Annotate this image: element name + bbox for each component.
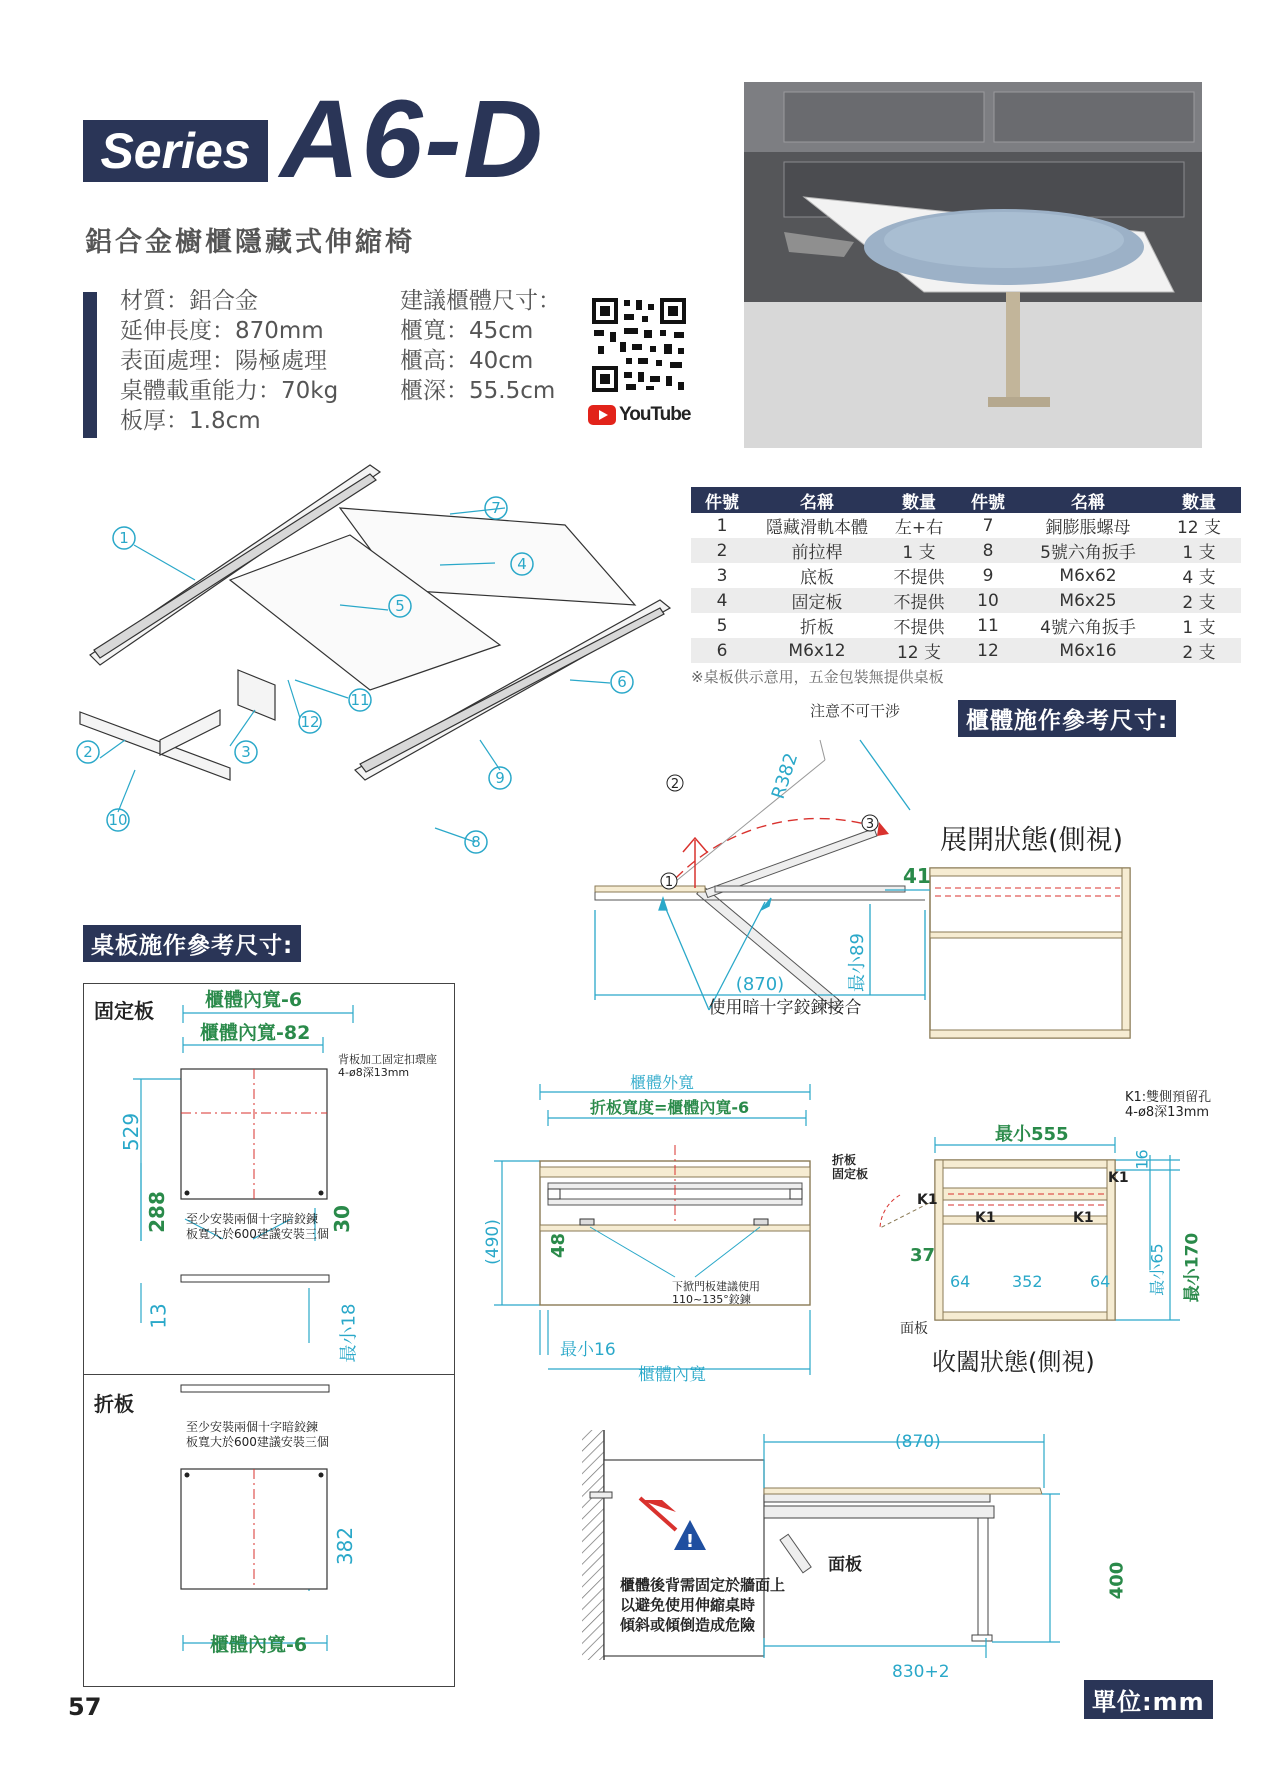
dim-37-label: 37 xyxy=(910,1245,936,1266)
callout-11-label: 11 xyxy=(350,691,370,709)
hinge-note-fixed-2: 板寬大於600建議安裝三個 xyxy=(186,1227,329,1241)
dim-64a-label: 64 xyxy=(950,1272,971,1291)
table-cell: 9 xyxy=(982,565,994,586)
table-row xyxy=(691,613,1241,638)
table-row xyxy=(691,538,1241,563)
col-no-2: 件號 xyxy=(957,487,1019,513)
table-cell: 10 xyxy=(957,588,1019,613)
dim-inner-6-label: 櫃體內寬-6 xyxy=(205,989,303,1011)
dim-490-label: (490) xyxy=(482,1219,503,1265)
dim-48-label: 48 xyxy=(548,1232,570,1259)
table-row xyxy=(691,513,1241,538)
back-plate-note xyxy=(338,1053,437,1079)
spec-cabinet-depth: 櫃深：55.5cm xyxy=(400,378,556,404)
spec-list-left xyxy=(120,286,338,436)
table-cell: 8 xyxy=(957,538,1019,563)
table-cell: 4 xyxy=(691,588,753,613)
table-cell: 4號六角扳手 xyxy=(1040,618,1136,638)
no-interfere-note: 注意不可干涉 xyxy=(810,702,901,720)
lower-door-note-2: 110~135°鉸鍊 xyxy=(672,1293,751,1306)
table-cell: 1 xyxy=(716,515,728,536)
wall-dim-870-label: (870) xyxy=(895,1432,941,1452)
expanded-state-label: 展開狀態(側視) xyxy=(940,825,1124,856)
dim-89-label: 最小89 xyxy=(847,933,868,992)
table-cell: 不提供 xyxy=(893,568,945,588)
panel-label-closed: 面板 xyxy=(900,1321,928,1337)
dim-41-label: 41 xyxy=(903,864,931,888)
hinge-note-fold-2: 板寬大於600建議安裝三個 xyxy=(186,1435,329,1449)
callout-8-label: 8 xyxy=(471,833,481,851)
parts-table-note: ※桌板供示意用，五金包裝無提供桌板 xyxy=(691,668,944,686)
table-cell: 銅膨脹螺母 xyxy=(1045,518,1131,538)
parts-table xyxy=(691,487,1241,663)
board-diagram xyxy=(83,983,453,1685)
k1-label-right: K1 xyxy=(1108,1170,1129,1186)
callout-9-label: 9 xyxy=(495,769,505,787)
hinge-note-fixed-1: 至少安裝兩個十字暗鉸鍊 xyxy=(186,1212,319,1226)
table-cell: 4 支 xyxy=(1182,568,1216,588)
min16-label: 最小16 xyxy=(560,1340,616,1360)
dim-352-label: 352 xyxy=(1012,1272,1043,1291)
dim-inner-6-fold-label: 櫃體內寬-6 xyxy=(210,1634,308,1656)
spec-cabinet-width: 櫃寬：45cm xyxy=(400,318,534,344)
table-cell: 5號六角扳手 xyxy=(1019,538,1157,563)
qr-code-icon[interactable] xyxy=(590,296,688,394)
wall-warning-3: 傾斜或傾倒造成危險 xyxy=(620,1616,756,1634)
table-cell: 1 支 xyxy=(1182,618,1216,638)
k1-note-2: 4-ø8深13mm xyxy=(1125,1105,1210,1120)
step-3-label: 3 xyxy=(865,817,875,832)
youtube-label: YouTube xyxy=(619,404,691,425)
back-plate-note-2: 4-ø8深13mm xyxy=(338,1066,410,1079)
table-cell: 隱藏滑軌本體 xyxy=(766,518,868,538)
table-cell: M6x12 xyxy=(753,638,881,663)
callout-7-label: 7 xyxy=(491,499,501,517)
k1-label-center-a: K1 xyxy=(975,1210,996,1226)
closed-state-label: 收闔狀態(側視) xyxy=(932,1348,1095,1376)
board-section-title: 桌板施作參考尺寸: xyxy=(83,925,301,962)
table-cell: 2 xyxy=(691,538,753,563)
spec-load: 桌體載重能力：70kg xyxy=(120,378,339,404)
dim-400-label: 400 xyxy=(1106,1561,1128,1600)
col-qty-2: 數量 xyxy=(1157,487,1241,513)
hinge-note-fold xyxy=(186,1420,329,1450)
dim-870-label: (870) xyxy=(735,974,785,995)
callout-6-label: 6 xyxy=(617,673,627,691)
cabinet-section-title: 櫃體施作參考尺寸: xyxy=(958,700,1176,737)
table-cell: 2 支 xyxy=(1157,638,1241,663)
back-plate-note-1: 背板加工固定扣環座 xyxy=(338,1053,437,1066)
step-1-label: 1 xyxy=(664,875,674,890)
table-cell: 固定板 xyxy=(753,588,881,613)
page-number: 57 xyxy=(68,1693,102,1721)
table-cell: M6x62 xyxy=(1059,565,1117,586)
fold-fixed-note-2: 固定板 xyxy=(832,1167,869,1181)
bottom-plate xyxy=(238,670,275,720)
dim-30-label: 30 xyxy=(329,1205,354,1233)
table-cell: 11 xyxy=(977,615,999,636)
dim-inner-82-label: 櫃體內寬-82 xyxy=(200,1022,311,1044)
table-cell: 底板 xyxy=(800,568,834,588)
spec-finish: 表面處理：陽極處理 xyxy=(120,348,327,374)
parts-table-wrap xyxy=(691,487,1241,687)
table-cell: 1 支 xyxy=(1157,538,1241,563)
table-cell: 不提供 xyxy=(893,618,945,638)
min65-label: 最小65 xyxy=(1147,1243,1167,1296)
table-row xyxy=(691,588,1241,613)
callout-1-label: 1 xyxy=(119,529,129,547)
product-photo xyxy=(744,82,1202,448)
inner-width-label: 櫃體內寬 xyxy=(638,1365,706,1385)
table-cell: M6x25 xyxy=(1019,588,1157,613)
model-title: A6-D xyxy=(280,78,545,201)
k1-note xyxy=(1125,1090,1211,1120)
fold-board-label: 折板 xyxy=(94,1392,134,1416)
k1-note-1: K1:雙側預留孔 xyxy=(1125,1090,1212,1105)
callout-12-label: 12 xyxy=(300,713,320,731)
radius-label: R382 xyxy=(767,750,803,802)
expanded-side-diagram xyxy=(585,720,1145,1050)
table-cell: 3 xyxy=(716,565,728,586)
wall-panel-label: 面板 xyxy=(828,1555,862,1575)
wall-warning-note xyxy=(620,1575,785,1635)
dim-13-label: 13 xyxy=(146,1303,171,1329)
spec-material: 材質：鋁合金 xyxy=(120,288,258,314)
wall-warning-2: 以避免使用伸縮桌時 xyxy=(620,1596,756,1614)
youtube-icon xyxy=(588,405,616,425)
table-cell: 7 xyxy=(982,515,994,536)
hinge-note-label: 使用暗十字鉸鍊接合 xyxy=(708,998,862,1018)
wall-warning-1: 櫃體後背需固定於牆面上 xyxy=(620,1576,786,1594)
col-no: 件號 xyxy=(691,487,753,513)
dim-min18-label: 最小18 xyxy=(338,1303,360,1363)
spec-list-right xyxy=(400,286,561,406)
col-name: 名稱 xyxy=(753,487,881,513)
k1-label-left: K1 xyxy=(917,1192,938,1208)
min555-label: 最小555 xyxy=(995,1124,1069,1145)
fixed-board-label: 固定板 xyxy=(94,999,154,1023)
lower-door-note xyxy=(672,1280,760,1306)
lower-door-note-1: 下掀門板建議使用 xyxy=(672,1280,760,1293)
callout-2-label: 2 xyxy=(83,743,93,761)
outer-width-label: 櫃體外寬 xyxy=(630,1073,695,1092)
callout-3-label: 3 xyxy=(241,743,251,761)
table-row xyxy=(691,638,1241,663)
table-cell: 5 xyxy=(716,615,728,636)
series-badge: Series xyxy=(83,120,268,182)
spec-extension: 延伸長度：870mm xyxy=(120,318,324,344)
min170-label: 最小170 xyxy=(1182,1232,1203,1303)
spec-cabinet-height: 櫃高：40cm xyxy=(400,348,534,374)
hinge-note-fixed xyxy=(186,1212,329,1242)
spec-thickness: 板厚：1.8cm xyxy=(120,408,261,434)
table-cell: M6x16 xyxy=(1019,638,1157,663)
table-cell: 12 支 xyxy=(1176,518,1222,538)
youtube-link[interactable] xyxy=(588,404,690,426)
col-name-2: 名稱 xyxy=(1019,487,1157,513)
callout-10-label: 10 xyxy=(108,811,128,829)
k1-label-center-b: K1 xyxy=(1073,1210,1094,1226)
table-cell: 前拉桿 xyxy=(753,538,881,563)
step-2-label: 2 xyxy=(670,777,680,792)
dim-382-label: 382 xyxy=(333,1526,358,1566)
callout-5-label: 5 xyxy=(395,597,405,615)
callout-4-label: 4 xyxy=(517,555,527,573)
spec-accent-bar xyxy=(83,292,97,438)
table-cell: 12 支 xyxy=(881,638,957,663)
hinge-note-fold-1: 至少安裝兩個十字暗鉸鍊 xyxy=(186,1420,319,1434)
table-cell: 12 xyxy=(957,638,1019,663)
table-row xyxy=(691,563,1241,588)
product-photo-illustration xyxy=(744,82,1202,448)
dim-529-label: 529 xyxy=(119,1112,144,1152)
svg-text:!: ! xyxy=(685,1531,695,1552)
dim-16-label: 16 xyxy=(1132,1149,1152,1170)
dim-64b-label: 64 xyxy=(1090,1272,1111,1291)
dim-288-label: 288 xyxy=(144,1191,169,1233)
table-cell: 折板 xyxy=(800,618,834,638)
table-cell: 左+右 xyxy=(894,518,944,538)
fold-fixed-note-1: 折板 xyxy=(832,1153,857,1167)
unit-badge: 單位:mm xyxy=(1084,1680,1213,1719)
spec-cabinet-title: 建議櫃體尺寸： xyxy=(400,288,561,314)
dim-830-label: 830+2 xyxy=(892,1662,950,1682)
table-cell: 6 xyxy=(691,638,753,663)
table-cell: 1 支 xyxy=(881,538,957,563)
table-cell: 2 支 xyxy=(1157,588,1241,613)
parts-table-header xyxy=(691,487,1241,513)
col-qty: 數量 xyxy=(881,487,957,513)
fold-width-label: 折板寬度=櫃體內寬-6 xyxy=(590,1098,750,1117)
table-cell: 不提供 xyxy=(881,588,957,613)
product-subtitle: 鋁合金櫥櫃隱藏式伸縮椅 xyxy=(85,227,415,258)
